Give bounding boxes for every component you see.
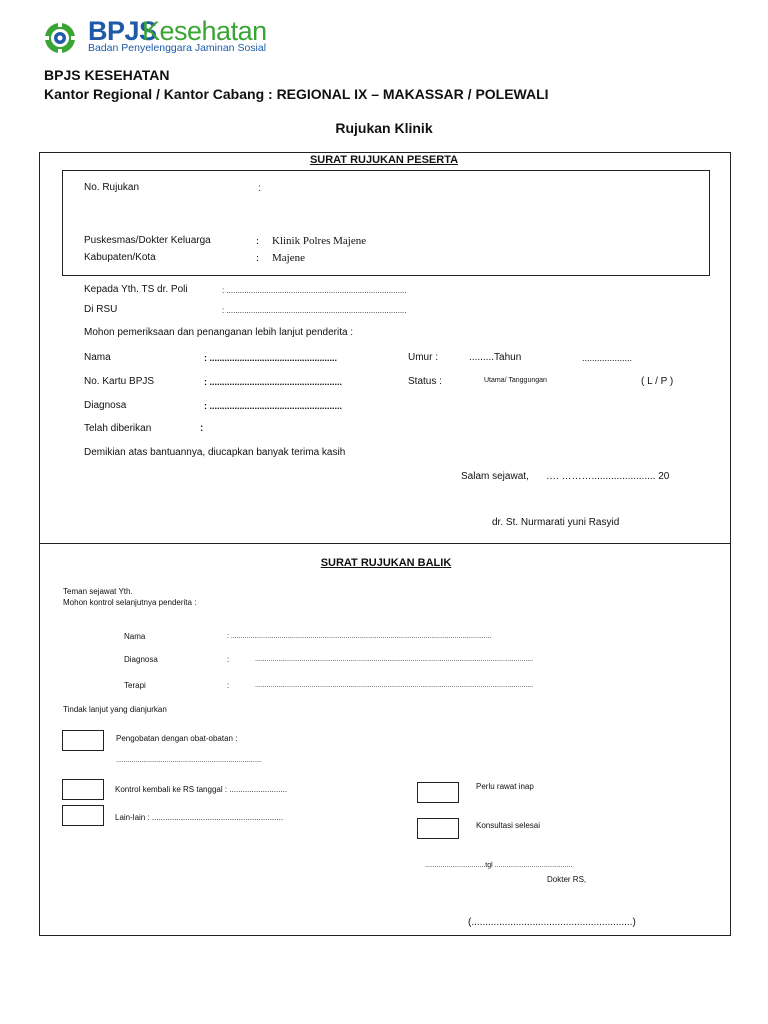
peserta-section-title: SURAT RUJUKAN PESERTA — [309, 154, 459, 166]
balik-diagnosa-colon: : — [227, 655, 230, 664]
balik-section-title: SURAT RUJUKAN BALIK — [320, 557, 452, 569]
puskesmas-colon: : — [256, 235, 260, 247]
diagnosa-label: Diagnosa — [84, 400, 127, 411]
kepada-value: : ................................................................................. — [222, 286, 407, 295]
balik-nama-value: : ...................................................................................................................................... — [227, 633, 492, 640]
bpjs-logo-icon — [44, 22, 76, 54]
kartu-value: : ..................................................... — [204, 377, 343, 387]
di-rsu-label: Di RSU — [84, 304, 118, 315]
balik-diagnosa-label: Diagnosa — [124, 655, 158, 664]
rujukan-info-box — [62, 170, 710, 276]
org-name: BPJS KESEHATAN — [44, 67, 170, 83]
kontrol-label: Kontrol kembali ke RS tanggal : .......................... — [115, 785, 288, 794]
kabupaten-colon: : — [256, 252, 260, 264]
puskesmas-label: Puskesmas/Dokter Keluarga — [84, 235, 211, 246]
umur-label: Umur : — [408, 352, 438, 363]
no-rujukan-label: No. Rujukan — [84, 182, 140, 193]
kepada-label: Kepada Yth. TS dr. Poli — [84, 284, 188, 295]
logo-brand-kesehatan: Kesehatan — [142, 16, 267, 46]
teman-text: Teman sejawat Yth. — [63, 587, 133, 596]
tindak-label: Tindak lanjut yang dianjurkan — [63, 705, 167, 714]
balik-terapi-colon: : — [227, 681, 230, 690]
nama-value: : ................................................... — [204, 353, 338, 363]
salam-value: …. ………....................... 20 — [546, 471, 670, 482]
kabupaten-value: Majene — [272, 252, 305, 264]
balik-mohon-text: Mohon kontrol selanjutnya penderita : — [63, 598, 197, 607]
kontrol-checkbox[interactable] — [62, 779, 104, 800]
office-line: Kantor Regional / Kantor Cabang : REGIONAL IX – MAKASSAR / POLEWALI — [44, 86, 549, 102]
konsultasi-selesai-checkbox[interactable] — [417, 818, 459, 839]
tgl-line: ...............................tgl ........................................ — [425, 862, 573, 869]
logo-tagline: Badan Penyelenggara Jaminan Sosial — [88, 42, 267, 54]
status-label: Status : — [408, 376, 442, 387]
gender-options: ( L / P ) — [641, 376, 674, 387]
telah-value: : — [200, 423, 204, 434]
kartu-label: No. Kartu BPJS — [84, 376, 155, 387]
telah-label: Telah diberikan — [84, 423, 152, 434]
logo-brand-bpjs: BPJS — [88, 16, 157, 46]
umur-extra: .................... — [582, 353, 633, 363]
status-options: Utama/ Tanggungan — [484, 377, 547, 384]
doctor-name: dr. St. Nurmarati yuni Rasyid — [492, 517, 620, 528]
balik-terapi-label: Terapi — [124, 681, 146, 690]
di-rsu-value: : ................................................................................. — [222, 306, 407, 315]
lain-label: Lain-lain : ........................................................... — [115, 813, 284, 822]
demikian-text: Demikian atas bantuannya, diucapkan banyak terima kasih — [84, 447, 346, 458]
konsultasi-selesai-label: Konsultasi selesai — [476, 821, 541, 830]
obat-line: ........................................................................... — [116, 757, 262, 764]
section-divider — [39, 543, 730, 544]
kabupaten-label: Kabupaten/Kota — [84, 252, 156, 263]
salam-label: Salam sejawat, — [461, 471, 529, 482]
mohon-text: Mohon pemeriksaan dan penanganan lebih lanjut penderita : — [84, 327, 354, 338]
document-title: Rujukan Klinik — [335, 120, 433, 136]
lain-checkbox[interactable] — [62, 805, 104, 826]
rawat-inap-checkbox[interactable] — [417, 782, 459, 803]
rawat-inap-label: Perlu rawat inap — [476, 782, 534, 791]
obat-checkbox[interactable] — [62, 730, 104, 751]
no-rujukan-colon: : — [258, 183, 261, 194]
puskesmas-value: Klinik Polres Majene — [272, 235, 367, 247]
diagnosa-value: : ..................................................... — [204, 401, 343, 411]
umur-value: .........Tahun — [469, 352, 522, 363]
balik-terapi-value: ............................................................................................................................................... — [255, 682, 534, 689]
dokter-label: Dokter RS, — [547, 875, 587, 884]
signature-line: (..........................................................) — [468, 917, 636, 928]
balik-nama-label: Nama — [124, 632, 146, 641]
obat-label: Pengobatan dengan obat-obatan : — [116, 734, 238, 743]
nama-label: Nama — [84, 352, 111, 363]
balik-diagnosa-value: ............................................................................................................................................... — [255, 656, 534, 663]
